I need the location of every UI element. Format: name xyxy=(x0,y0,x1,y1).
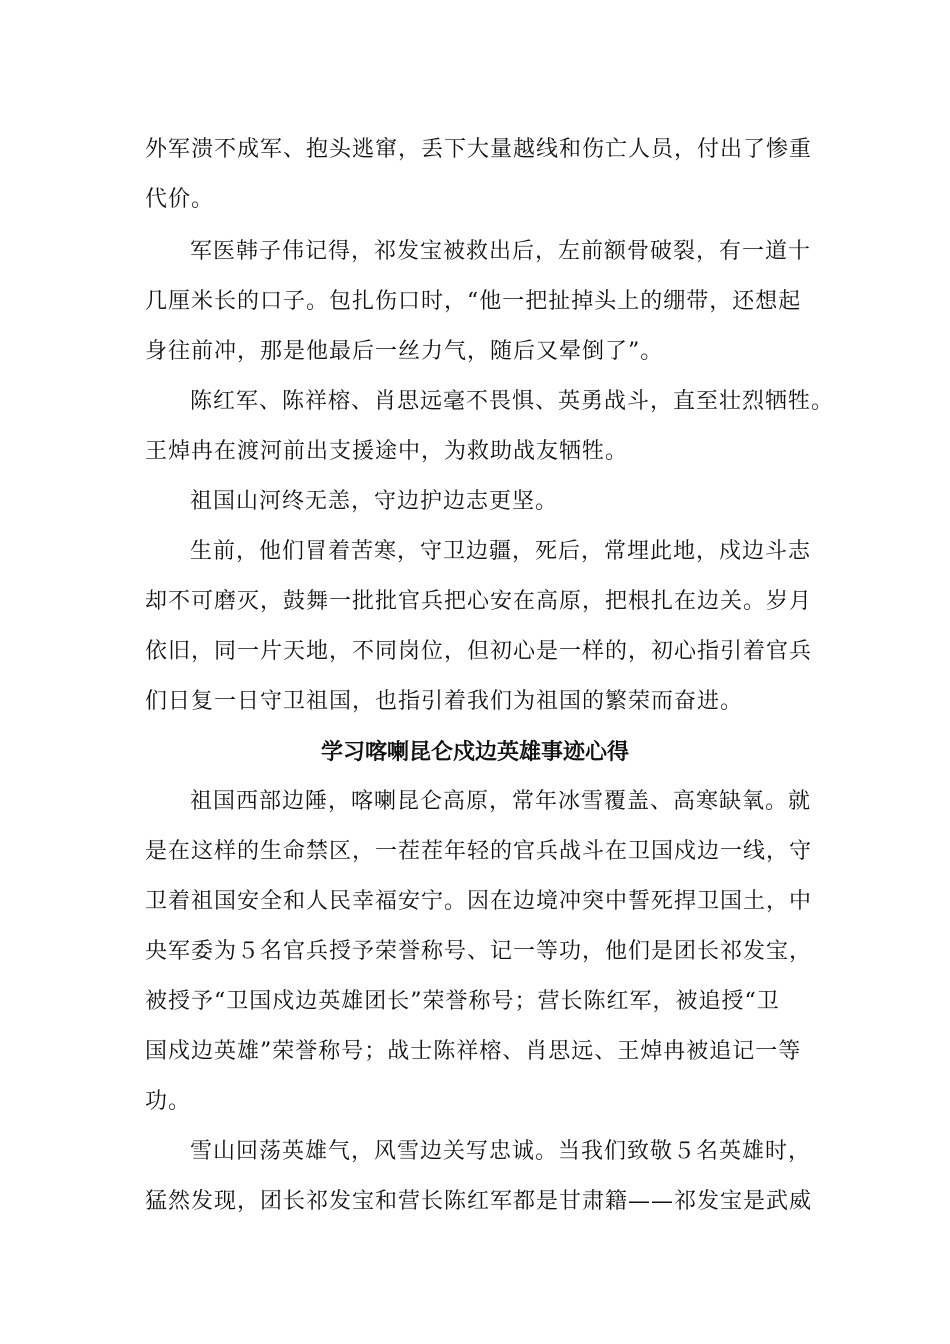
paragraph-line: 几厘米长的口子。包扎伤口时，“他一把扯掉头上的绷带，还想起 xyxy=(145,289,802,314)
paragraph-line: 代价。 xyxy=(145,187,215,212)
paragraph-line: 猛然发现，团长祁发宝和营长陈红军都是甘肃籍——祁发宝是武威 xyxy=(145,1189,813,1214)
paragraph-line: 们日复一日守卫祖国，也指引着我们为祖国的繁荣而奋进。 xyxy=(145,689,744,714)
paragraph-line: 央军委为５名官兵授予荣誉称号、记一等功，他们是团长祁发宝， xyxy=(145,939,813,964)
paragraph-line: 祖国山河终无恙，守边护边志更坚。 xyxy=(190,489,559,514)
paragraph-line: 生前，他们冒着苦寒，守卫边疆，死后，常埋此地，戍边斗志 xyxy=(190,539,812,564)
paragraph-line: 军医韩子伟记得，祁发宝被救出后，左前额骨破裂，有一道十 xyxy=(190,239,812,264)
paragraph-line: 被授予“卫国戍边英雄团长”荣誉称号；营长陈红军，被追授“卫 xyxy=(145,989,780,1014)
paragraph-line: 雪山回荡英雄气，风雪边关写忠诚。当我们致敬５名英雄时， xyxy=(190,1139,812,1164)
section-title: 学习喀喇昆仑戍边英雄事迹心得 xyxy=(320,739,629,765)
paragraph-line: 身往前冲，那是他最后一丝力气，随后又晕倒了”。 xyxy=(145,339,664,364)
paragraph-line: 依旧，同一片天地，不同岗位，但初心是一样的，初心指引着官兵 xyxy=(145,639,813,664)
paragraph-line: 外军溃不成军、抱头逃窜，丢下大量越线和伤亡人员，付出了惨重 xyxy=(145,137,813,162)
paragraph-line: 陈红军、陈祥榕、肖思远毫不畏惧、英勇战斗，直至壮烈牺牲。 xyxy=(190,389,835,414)
paragraph-line: 王焯冉在渡河前出支援途中，为救助战友牺牲。 xyxy=(145,439,629,464)
paragraph-line: 卫着祖国安全和人民幸福安宁。因在边境冲突中誓死捍卫国土，中 xyxy=(145,889,813,914)
paragraph-line: 国戍边英雄”荣誉称号；战士陈祥榕、肖思远、王焯冉被追记一等 xyxy=(145,1039,802,1064)
paragraph-line: 功。 xyxy=(145,1089,192,1114)
paragraph-line: 是在这样的生命禁区，一茬茬年轻的官兵战斗在卫国戍边一线，守 xyxy=(145,839,813,864)
paragraph-line: 却不可磨灭，鼓舞一批批官兵把心安在高原，把根扎在边关。岁月 xyxy=(145,589,813,614)
paragraph-line: 祖国西部边陲，喀喇昆仑高原，常年冰雪覆盖、高寒缺氧。就 xyxy=(190,789,812,814)
